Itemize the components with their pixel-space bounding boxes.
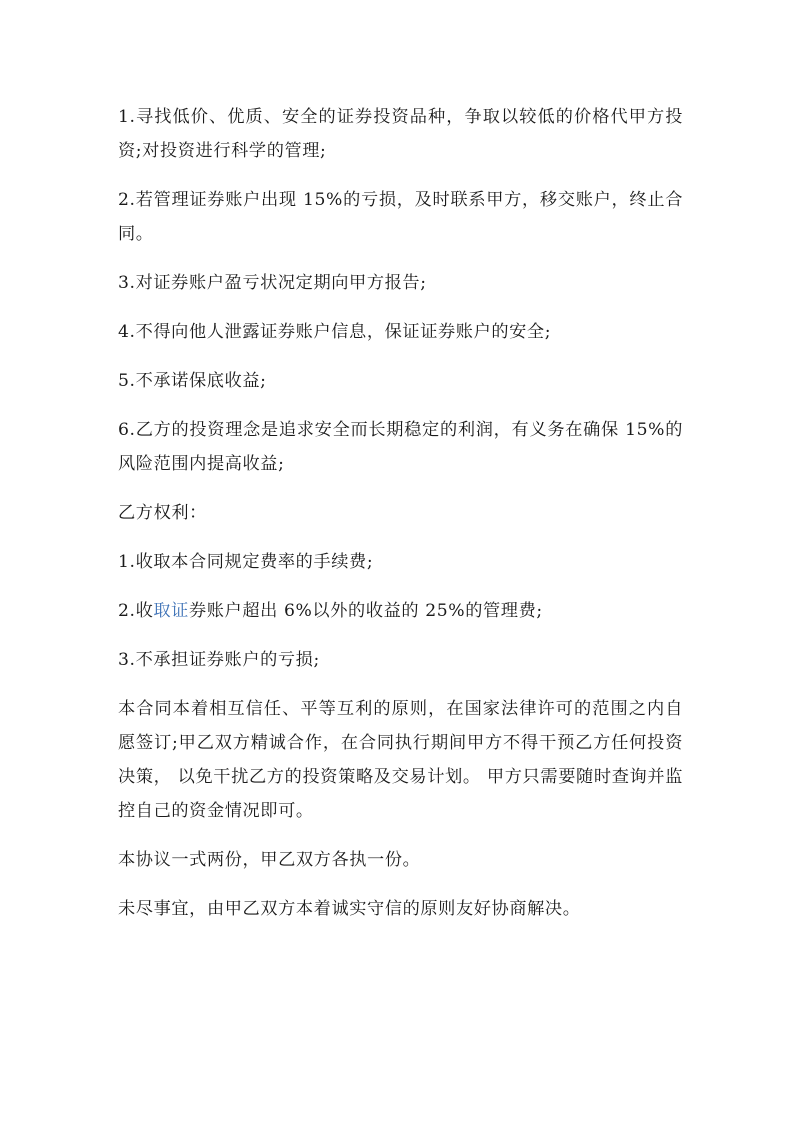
right-2-after: 券账户超出 6%以外的收益的 25%的管理费;: [188, 601, 543, 621]
obligation-6: 6.乙方的投资理念是追求安全而长期稳定的利润，有义务在确保 15%的风险范围内提高收益;: [118, 420, 683, 474]
obligation-3: 3.对证券账户盈亏状况定期向甲方报告;: [118, 273, 427, 293]
document-body: [118, 100, 683, 941]
copies-paragraph: 本协议一式两份，甲乙双方各执一份。: [118, 850, 421, 870]
closing-paragraph: 未尽事宜，由甲乙双方本着诚实守信的原则友好协商解决。: [118, 899, 581, 919]
obligation-4: 4.不得向他人泄露证券账户信息，保证证券账户的安全;: [118, 322, 552, 342]
rights-heading: 乙方权利：: [118, 503, 207, 523]
hyperlink-text[interactable]: 取证: [153, 601, 189, 621]
right-2-before: 2.收: [118, 601, 154, 621]
right-1: 1.收取本合同规定费率的手续费;: [118, 552, 374, 572]
principle-paragraph: 本合同本着相互信任、平等互利的原则，在国家法律许可的范围之内自愿签订;甲乙双方精诚合作，在合同执行期间甲方不得干预乙方任何投资决策， 以免干扰乙方的投资策略及交易计划。 甲方只需要随时查询并监控自己的资金情况即可。: [118, 699, 683, 821]
right-2: [118, 594, 683, 628]
obligation-5: 5.不承诺保底收益;: [118, 371, 267, 391]
right-3: 3.不承担证券账户的亏损;: [118, 650, 320, 670]
obligation-1: 1.寻找低价、优质、安全的证券投资品种，争取以较低的价格代甲方投资;对投资进行科学的管理;: [118, 107, 683, 161]
obligation-2: 2.若管理证券账户出现 15%的亏损，及时联系甲方，移交账户，终止合同。: [118, 190, 683, 244]
